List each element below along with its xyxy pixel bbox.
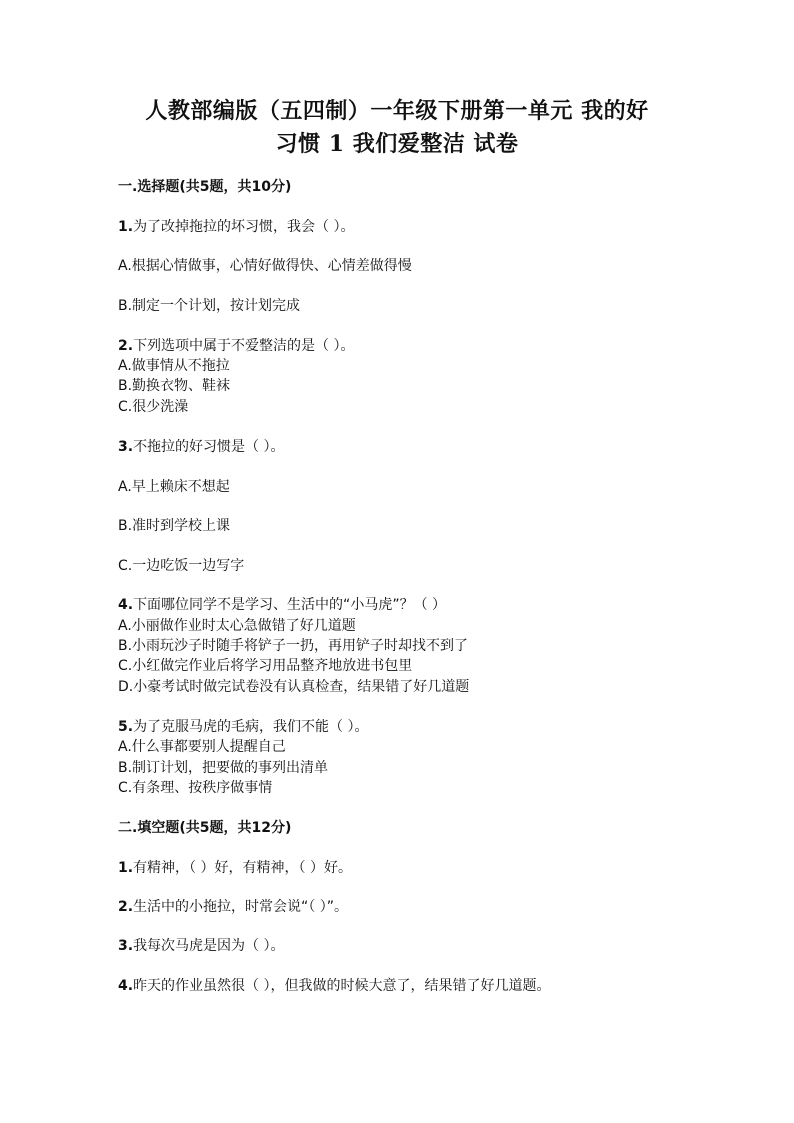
question-text: 生活中的小拖拉，时常会说“（ ）”。 [133, 899, 349, 915]
question-text: 不拖拉的好习惯是（ ）。 [133, 439, 285, 455]
answer-option: C.很少洗澡 [118, 399, 189, 415]
question-text: 有精神，（ ）好，有精神，（ ）好。 [133, 860, 352, 876]
answer-option: A.做事情从不拖拉 [118, 358, 230, 374]
answer-option: D.小豪考试时做完试卷没有认真检查，结果错了好几道题 [118, 679, 470, 695]
question-text: 下面哪位同学不是学习、生活中的“小马虎”？（ ） [133, 597, 447, 613]
page-title-line-2: 习惯 1 我们爱整洁 试卷 [275, 131, 519, 157]
answer-option: C.一边吃饭一边写字 [118, 558, 245, 574]
answer-option: A.早上赖床不想起 [118, 479, 230, 495]
question-text: 下列选项中属于不爱整洁的是（ ）。 [133, 338, 355, 354]
answer-option: B.制定一个计划，按计划完成 [118, 298, 301, 314]
question-number: 4. [118, 978, 134, 994]
question-number: 1. [118, 860, 134, 876]
question-stem [118, 336, 688, 356]
question-number: 5. [118, 719, 134, 735]
answer-option: C.有条理、按秩序做事情 [118, 780, 273, 796]
question-stem [118, 595, 688, 615]
question-number: 4. [118, 597, 134, 613]
answer-option: B.勤换衣物、鞋袜 [118, 378, 231, 394]
question-stem [118, 976, 678, 997]
answer-option: C.小红做完作业后将学习用品整齐地放进书包里 [118, 658, 413, 674]
answer-option: B.小雨玩沙子时随手将铲子一扔，再用铲子时却找不到了 [118, 638, 469, 654]
section-heading-fill-blank: 二.填空题(共5题，共12分) [118, 820, 292, 836]
question-number: 2. [118, 338, 134, 354]
section-heading-choice: 一.选择题(共5题，共10分) [118, 179, 292, 195]
question-stem [118, 717, 688, 737]
answer-option: A.什么事都要别人提醒自己 [118, 739, 286, 755]
question-text: 我每次马虎是因为（ ）。 [133, 938, 285, 954]
question-stem [118, 858, 688, 878]
question-stem [118, 437, 688, 457]
question-number: 2. [118, 899, 134, 915]
answer-option: A.小丽做作业时太心急做错了好几道题 [118, 618, 356, 634]
answer-option: B.准时到学校上课 [118, 518, 231, 534]
answer-option: B.制订计划，把要做的事列出清单 [118, 760, 329, 776]
question-text: 为了改掉拖拉的坏习惯，我会（ ）。 [133, 219, 355, 235]
question-number: 1. [118, 219, 134, 235]
answer-option: A.根据心情做事，心情好做得快、心情差做得慢 [118, 258, 412, 274]
question-text: 昨天的作业虽然很（ ），但我做的时候大意了，结果错了好几道题。 [133, 978, 551, 994]
question-number: 3. [118, 938, 134, 954]
question-text: 为了克服马虎的毛病，我们不能（ ）。 [133, 719, 369, 735]
question-stem [118, 897, 688, 917]
page-title-line-1: 人教部编版（五四制）一年级下册第一单元 我的好 [145, 98, 649, 124]
question-number: 3. [118, 439, 134, 455]
question-stem [118, 936, 688, 956]
question-stem [118, 217, 688, 237]
